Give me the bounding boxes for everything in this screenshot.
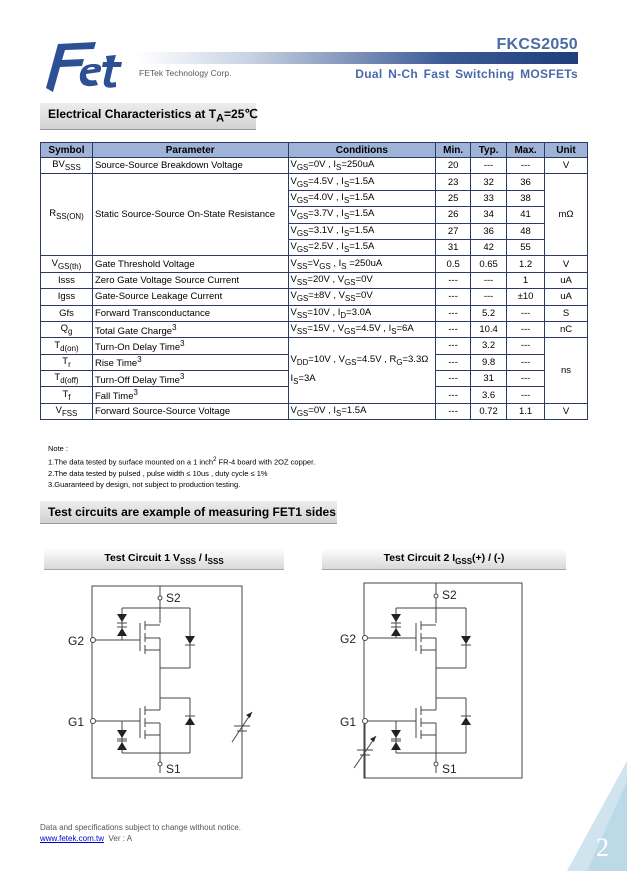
min-cell: ---	[436, 272, 471, 288]
max-cell: 1.2	[507, 256, 545, 272]
g2-label: G2	[340, 632, 357, 646]
min-cell: ---	[436, 321, 471, 337]
table-row	[41, 321, 588, 337]
fet1-symbol	[391, 698, 471, 773]
g2-label: G2	[68, 634, 85, 648]
table-row	[41, 256, 588, 272]
symbol-cell: Igss	[41, 289, 93, 305]
typ-cell: 42	[471, 239, 507, 255]
max-cell: ---	[507, 354, 545, 370]
s1-terminal	[434, 762, 438, 766]
parameter-cell: Fall Time$^3$	[92, 387, 288, 403]
col-symbol: Symbol	[41, 143, 93, 158]
conditions-cell: $V_{GS}=3.1V$ , $I_S=1.5A$	[288, 223, 436, 239]
page-number: 2	[596, 833, 609, 862]
typ-cell: 5.2	[471, 305, 507, 321]
max-cell: 1.1	[507, 403, 545, 419]
parameter-cell: Gate-Source Leakage Current	[92, 289, 288, 305]
g1-label: G1	[68, 715, 85, 729]
symbol-cell: $Q_g$	[41, 321, 93, 337]
conditions-cell: $V_{GS}=2.5V$ , $I_S=1.5A$	[288, 239, 436, 255]
table-header-row	[41, 143, 588, 158]
fet2-symbol	[391, 583, 471, 668]
max-cell: ---	[507, 371, 545, 387]
test-circuits-heading: Test circuits are example of measuring FET1 sides	[40, 501, 337, 524]
unit-cell: V	[545, 403, 588, 419]
max-cell: ---	[507, 338, 545, 354]
parameter-cell: Turn-Off Delay Time$^3$	[92, 371, 288, 387]
s2-terminal	[158, 596, 162, 600]
unit-cell: uA	[545, 272, 588, 288]
notes-block	[48, 443, 315, 491]
footer	[40, 822, 241, 844]
conditions-cell: $V_{GS}=3.7V$ , $I_S=1.5A$	[288, 207, 436, 223]
typ-cell: 32	[471, 174, 507, 190]
conditions-cell: $V_{GS}=0V$ , $I_S=250uA$	[288, 158, 436, 174]
disclaimer: Data and specifications subject to change without notice.	[40, 823, 242, 832]
notes-title: Note :	[48, 444, 69, 453]
g2-terminal	[91, 638, 96, 643]
conditions-cell: $V_{SS}=10V$ , $I_D=3.0A$	[288, 305, 436, 321]
g1-terminal	[91, 719, 96, 724]
s2-terminal	[434, 594, 438, 598]
table-row	[41, 289, 588, 305]
note-1: 1.The data tested by surface mounted on a 1 inch$^2$ FR-4 board with 2OZ copper.	[48, 456, 316, 466]
test-circuit-1-diagram	[60, 578, 270, 783]
fet2-symbol	[117, 586, 195, 668]
typ-cell: 10.4	[471, 321, 507, 337]
unit-cell: V	[545, 158, 588, 174]
max-cell: 38	[507, 190, 545, 206]
min-cell: ---	[436, 338, 471, 354]
typ-cell: 3.6	[471, 387, 507, 403]
min-cell: 23	[436, 174, 471, 190]
min-cell: ---	[436, 305, 471, 321]
typ-cell: 31	[471, 371, 507, 387]
min-cell: ---	[436, 371, 471, 387]
min-cell: 31	[436, 239, 471, 255]
min-cell: 25	[436, 190, 471, 206]
min-cell: 27	[436, 223, 471, 239]
max-cell: ---	[507, 387, 545, 403]
parameter-cell: Gate Threshold Voltage	[92, 256, 288, 272]
max-cell: 48	[507, 223, 545, 239]
min-cell: ---	[436, 387, 471, 403]
col-typ: Typ.	[471, 143, 507, 158]
test-circuit-1-title: Test Circuit 1 $V_{SSS} / I_{SSS}$	[44, 548, 284, 570]
symbol-cell: $T_f$	[41, 387, 93, 403]
symbol-cell: $T_r$	[41, 354, 93, 370]
symbol-cell: $V_{GS(th)}$	[41, 256, 93, 272]
symbol-cell: $T_{d(on)}$	[41, 338, 93, 354]
conditions-cell: $V_{SS}=20V$ , $V_{GS}=0V$	[288, 272, 436, 288]
unit-cell: ns	[545, 338, 588, 404]
typ-cell: ---	[471, 289, 507, 305]
typ-cell: 34	[471, 207, 507, 223]
fetek-logo	[36, 38, 136, 94]
s2-label: S2	[166, 591, 181, 605]
g1-terminal	[363, 719, 368, 724]
unit-cell: S	[545, 305, 588, 321]
col-parameter: Parameter	[92, 143, 288, 158]
g2-terminal	[363, 636, 368, 641]
unit-cell: uA	[545, 289, 588, 305]
symbol-cell: Isss	[41, 272, 93, 288]
company-name: FETek Technology Corp.	[139, 68, 232, 78]
parameter-cell: Turn-On Delay Time$^3$	[92, 338, 288, 354]
symbol-cell: Gfs	[41, 305, 93, 321]
conditions-cell: $V_{SS}=V_{GS}$ , $I_S =250uA$	[288, 256, 436, 272]
electrical-characteristics-heading: Electrical Characteristics at $T_A=25℃$	[40, 103, 256, 130]
min-cell: 0.5	[436, 256, 471, 272]
col-min: Min.	[436, 143, 471, 158]
max-cell: ---	[507, 158, 545, 174]
symbol-cell: $T_{d(off)}$	[41, 371, 93, 387]
note-3: 3.Guaranteed by design, not subject to production testing.	[48, 480, 241, 489]
document-subtitle: Dual N-Ch Fast Switching MOSFETs	[355, 67, 578, 81]
max-cell: 55	[507, 239, 545, 255]
parameter-cell: Static Source-Source On-State Resistance	[92, 174, 288, 256]
s2-label: S2	[442, 588, 457, 602]
table-row	[41, 174, 588, 190]
conditions-cell: $V_{GS}=\pm 8V$ , $V_{SS}=0V$	[288, 289, 436, 305]
parameter-cell: Rise Time$^3$	[92, 354, 288, 370]
parameter-cell: Zero Gate Voltage Source Current	[92, 272, 288, 288]
min-cell: ---	[436, 289, 471, 305]
electrical-characteristics-table	[40, 142, 588, 420]
typ-cell: 0.72	[471, 403, 507, 419]
test-circuit-2-diagram	[332, 578, 542, 783]
typ-cell: 33	[471, 190, 507, 206]
min-cell: ---	[436, 354, 471, 370]
s1-label: S1	[166, 762, 181, 776]
table-row	[41, 403, 588, 419]
conditions-cell: $V_{GS}=4.5V$ , $I_S=1.5A$	[288, 174, 436, 190]
parameter-cell: Source-Source Breakdown Voltage	[92, 158, 288, 174]
unit-cell: mΩ	[545, 174, 588, 256]
table-row	[41, 338, 588, 354]
conditions-cell: $V_{GS}=0V$ , $I_S=1.5A$	[288, 403, 436, 419]
symbol-cell: $V_{FSS}$	[41, 403, 93, 419]
conditions-cell: $V_{GS}=4.0V$ , $I_S=1.5A$	[288, 190, 436, 206]
parameter-cell: Forward Transconductance	[92, 305, 288, 321]
max-cell: ---	[507, 305, 545, 321]
col-max: Max.	[507, 143, 545, 158]
table-row	[41, 305, 588, 321]
typ-cell: 3.2	[471, 338, 507, 354]
max-cell: ---	[507, 321, 545, 337]
g1-label: G1	[340, 715, 357, 729]
typ-cell: 36	[471, 223, 507, 239]
max-cell: 1	[507, 272, 545, 288]
symbol-cell: $R_{SS(ON)}$	[41, 174, 93, 256]
website-link[interactable]: www.fetek.com.tw	[40, 834, 105, 843]
min-cell: 26	[436, 207, 471, 223]
col-conditions: Conditions	[288, 143, 436, 158]
symbol-cell: $BV_{SSS}$	[41, 158, 93, 174]
part-number: FKCS2050	[496, 36, 578, 53]
parameter-cell: Total Gate Charge$^3$	[92, 321, 288, 337]
typ-cell: 9.8	[471, 354, 507, 370]
unit-cell: V	[545, 256, 588, 272]
unit-cell: nC	[545, 321, 588, 337]
conditions-cell: $V_{DD}=10V$ , $V_{GS}=4.5V$ , $R_G=3.3\Omega$ $I_S=3A$	[288, 338, 436, 404]
min-cell: 20	[436, 158, 471, 174]
version-label: Ver : A	[108, 834, 133, 843]
s1-label: S1	[442, 762, 457, 776]
min-cell: ---	[436, 403, 471, 419]
s1-terminal	[158, 762, 162, 766]
typ-cell: 0.65	[471, 256, 507, 272]
table-row	[41, 158, 588, 174]
col-unit: Unit	[545, 143, 588, 158]
fet1-symbol	[117, 698, 195, 773]
typ-cell: ---	[471, 272, 507, 288]
note-2: 2.The data tested by pulsed , pulse width ≤ 10us , duty cycle ≤ 1%	[48, 468, 268, 478]
max-cell: 41	[507, 207, 545, 223]
test-circuit-2-title: Test Circuit 2 $I_{GSS}(+)$ / (-)	[322, 548, 566, 570]
max-cell: 36	[507, 174, 545, 190]
parameter-cell: Forward Source-Source Voltage	[92, 403, 288, 419]
conditions-cell: $V_{SS}=15V$ , $V_{GS}=4.5V$ , $I_S=6A$	[288, 321, 436, 337]
typ-cell: ---	[471, 158, 507, 174]
table-row	[41, 272, 588, 288]
max-cell: ±10	[507, 289, 545, 305]
